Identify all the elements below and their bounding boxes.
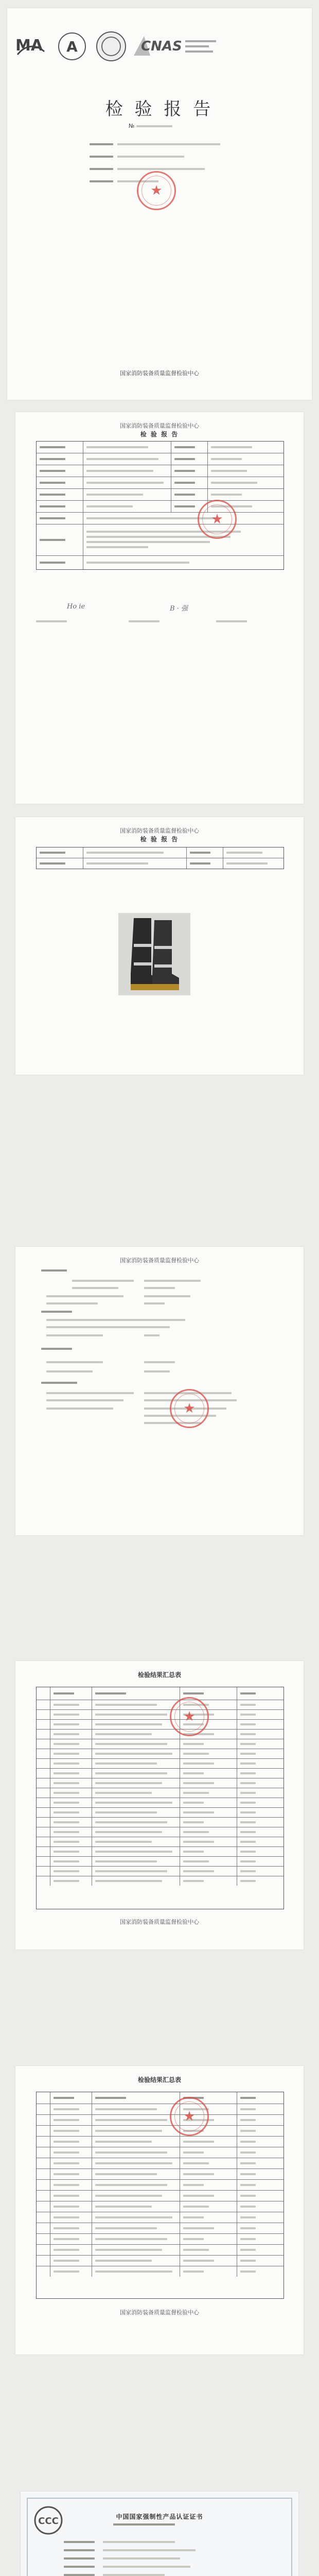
logo-row <box>15 29 304 65</box>
svg-text:MA: MA <box>15 37 43 55</box>
svg-text:CCC: CCC <box>38 2516 59 2527</box>
page-title: 检验结果汇总表 <box>137 2076 181 2083</box>
signature-1: Ho ie <box>67 603 85 611</box>
official-seal: ★ <box>198 500 237 539</box>
report-number: № <box>129 123 172 129</box>
boot-photo-image <box>118 913 190 995</box>
page-footer: 国家消防装备质量监督检验中心 <box>120 2309 199 2316</box>
ma-logo <box>15 37 44 55</box>
ccc-logo <box>33 2505 64 2538</box>
page-header: 国家消防装备质量监督检验中心 <box>120 1257 199 1264</box>
report-page-photo <box>15 817 304 1075</box>
boot-photo <box>118 913 190 995</box>
page-title: 检 验 报 告 <box>140 836 179 843</box>
photo-info-table <box>36 847 284 869</box>
page-title: 检验结果汇总表 <box>137 1671 181 1679</box>
page-header: 国家消防装备质量监督检验中心 <box>120 422 199 429</box>
official-seal: ★ <box>170 2097 209 2136</box>
lab-stamp-text <box>185 40 216 53</box>
cal-logo <box>59 33 85 60</box>
summary-page-1 <box>15 1661 304 1950</box>
svg-text:CNAS: CNAS <box>141 39 182 54</box>
page-header: 国家消防装备质量监督检验中心 <box>120 827 199 834</box>
cover-page <box>7 8 312 400</box>
cover-title: 检 验 报 告 <box>105 99 214 120</box>
report-page-1 <box>15 412 304 804</box>
certification-logos <box>15 29 304 65</box>
official-seal: ★ <box>170 1389 209 1428</box>
summary-page-2 <box>15 2066 304 2354</box>
cover-footer: 国家消防装备质量监督检验中心 <box>120 370 199 377</box>
signature-2: B · 强 <box>170 605 188 613</box>
certificate-border <box>27 2498 292 2576</box>
official-seal: ★ <box>137 171 176 210</box>
official-seal: ★ <box>170 1697 209 1736</box>
summary-table <box>36 1687 284 1909</box>
cnas-logo <box>134 36 182 56</box>
report-info-table <box>36 441 284 570</box>
page-title: 检 验 报 告 <box>140 431 179 438</box>
svg-text:A: A <box>66 38 78 55</box>
certificate-title: 中国国家强制性产品认证证书 <box>116 2513 203 2520</box>
ccc-certificate <box>21 2492 298 2576</box>
page-footer: 国家消防装备质量监督检验中心 <box>120 1919 199 1925</box>
summary-table <box>36 2092 284 2299</box>
report-page-2 <box>15 1247 304 1535</box>
cnca-logo <box>97 32 126 61</box>
